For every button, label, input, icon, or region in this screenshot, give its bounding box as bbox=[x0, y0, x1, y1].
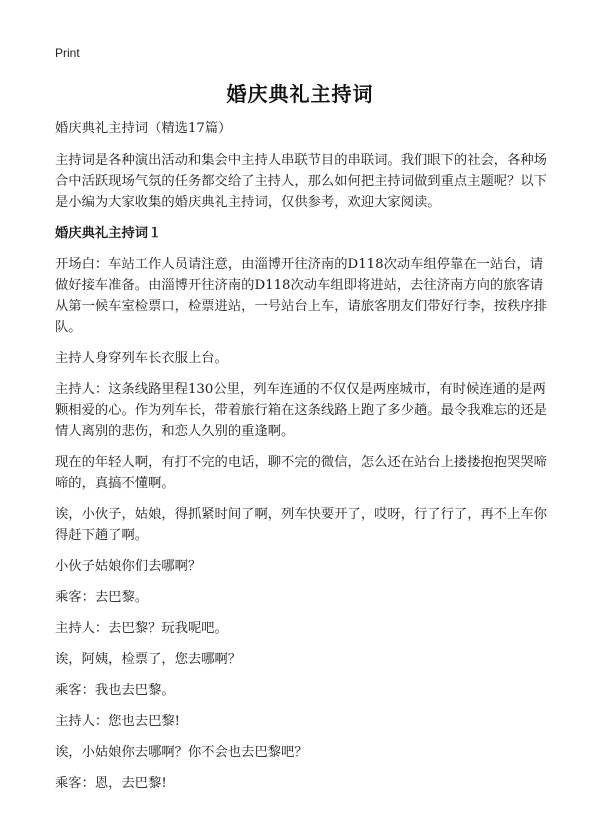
document-body bbox=[55, 118, 555, 804]
paragraph: 小伙子姑娘你们去哪啊？ bbox=[55, 559, 202, 574]
paragraph: 主持人：这条线路里程130公里，列车连通的不仅仅是两座城市，有时候连通的是两颗相爱的心。作为列车长，带着旅行箱在这条线路上跑了多少趟。最令我难忘的还是情人离别的悲伤，和恋人久别的重逢啊。 bbox=[55, 382, 547, 439]
section-heading: 婚庆典礼主持词１ bbox=[55, 226, 162, 241]
paragraph: 乘客：我也去巴黎。 bbox=[55, 683, 175, 698]
paragraph: 现在的年轻人啊，有打不完的电话，聊不完的微信，怎么还在站台上搂搂抱抱哭哭啼啼的，真搞不懂啊。 bbox=[55, 455, 547, 491]
paragraph: 诶，小伙子，姑娘，得抓紧时间了啊，列车快要开了，哎呀，行了行了，再不上车你得赶下趟了啊。 bbox=[55, 507, 547, 543]
page-title: 婚庆典礼主持词 bbox=[226, 82, 374, 106]
paragraph: 开场白：车站工作人员请注意，由淄博开往济南的D118次动车组停靠在一站台，请做好接车准备。由淄博开往济南的D118次动车组即将进站，去往济南方向的旅客请从第一候车室检票口，检票进站，一号站台上车，请旅客朋友们带好行李，按秩序排队。 bbox=[55, 257, 547, 335]
paragraph: 诶，阿姨，检票了，您去哪啊？ bbox=[55, 652, 242, 667]
paragraph: 主持人：去巴黎？玩我呢吧。 bbox=[55, 621, 228, 636]
paragraph: 诶，小姑娘你去哪啊？你不会也去巴黎吧？ bbox=[55, 745, 308, 760]
print-link[interactable]: Print bbox=[55, 46, 80, 60]
paragraph: 乘客：恩，去巴黎! bbox=[55, 776, 167, 791]
document-subtitle: 婚庆典礼主持词（精选17篇） bbox=[55, 121, 232, 136]
intro-paragraph: 主持词是各种演出活动和集会中主持人串联节目的串联词。我们眼下的社会，各种场合中活跃现场气氛的任务都交给了主持人，那么如何把主持词做到重点主题呢？以下是小编为大家收集的婚庆典礼主持词，仅供参考，欢迎大家阅读。 bbox=[55, 153, 547, 210]
paragraph: 主持人：您也去巴黎! bbox=[55, 714, 181, 729]
paragraph: 乘客：去巴黎。 bbox=[55, 590, 149, 605]
paragraph: 主持人身穿列车长衣服上台。 bbox=[55, 351, 228, 366]
